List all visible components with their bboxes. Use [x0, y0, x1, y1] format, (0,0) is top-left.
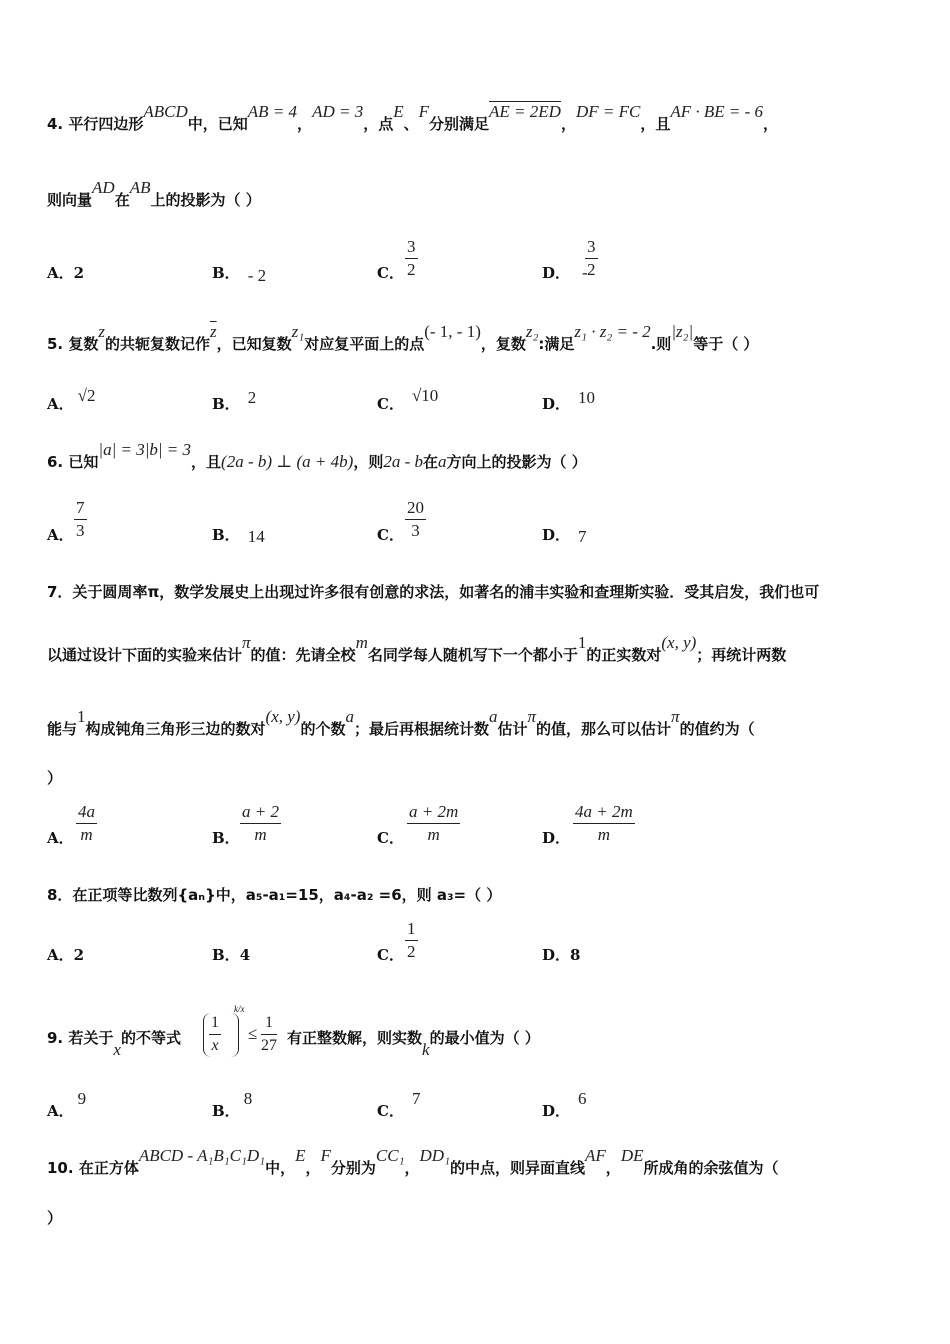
text-segment: 8 — [570, 946, 581, 964]
text-segment: 4a + 2m — [573, 801, 635, 824]
math-expr: E — [393, 102, 404, 121]
text-segment: D． — [542, 946, 571, 964]
text-segment: ，复数 — [480, 335, 526, 353]
text-segment: k — [422, 1040, 430, 1059]
text-segment: B． — [212, 946, 240, 964]
text-segment: m — [427, 825, 440, 844]
text-segment: m — [80, 825, 93, 844]
text-segment: 的正实数对 — [586, 646, 662, 664]
option-a-fraction — [74, 497, 87, 542]
text-segment: C． — [377, 395, 404, 413]
text-segment: a — [488, 707, 498, 726]
math-expr: AD = 3 — [312, 102, 364, 121]
text-segment: 分别为 — [330, 1159, 376, 1177]
text-segment: 9 — [77, 1089, 87, 1108]
text-segment: 2 — [73, 946, 85, 964]
text-segment: 分别满足 — [429, 115, 490, 133]
text-segment: 的最小值为（ ） — [429, 1029, 540, 1047]
question-8-line-1: 8．在正项等比数列{aₙ}中，a₅-a₁=15，a₄-a₂ =6，则 a₃=（ ） — [47, 886, 502, 904]
option-b — [212, 524, 265, 545]
text-segment: 3 — [405, 236, 418, 259]
text-segment: (- 1, - 1) — [424, 322, 481, 341]
text-segment: m — [597, 825, 611, 844]
text-segment: ， — [605, 1159, 621, 1177]
math-expr: DF = FC — [575, 102, 641, 121]
text-segment: 1 — [405, 918, 418, 941]
option-c-fraction — [405, 236, 418, 281]
text-segment: ，且 — [191, 453, 222, 471]
text-segment: 已知 — [68, 453, 99, 471]
text-segment: 2 — [73, 264, 85, 282]
text-segment: 中， — [265, 1159, 296, 1177]
text-segment: 名同学每人随机写下一个都小于 — [367, 646, 578, 664]
text-segment: (2a - b) ⊥ (a + 4b) — [221, 452, 354, 471]
question-number: 4. — [47, 115, 64, 133]
text-segment: 则向量 — [47, 191, 93, 209]
option-c-fraction — [407, 801, 460, 846]
text-segment: π — [671, 707, 680, 726]
text-segment: 6. — [47, 453, 64, 471]
text-segment: |a| = 3|b| = 3 — [98, 440, 192, 459]
text-segment: ，则 — [353, 453, 384, 471]
math-expr: F — [418, 102, 430, 121]
inequality-relation: ≤ — [248, 1024, 258, 1043]
text-segment: 27 — [261, 1037, 277, 1054]
text-segment: :满足 — [538, 335, 575, 353]
text-segment: 在 — [114, 191, 130, 209]
text-segment: 5. — [47, 335, 64, 353]
text-segment: 10. — [47, 1159, 74, 1177]
text-segment: 2a - b — [383, 452, 423, 471]
option-b — [212, 388, 257, 414]
text-segment: A． — [47, 1102, 74, 1120]
inequality-exponent: k/x — [234, 1004, 245, 1014]
option-a — [47, 386, 96, 414]
question-6-line-1 — [47, 440, 587, 472]
text-segment: 在正方体 — [78, 1159, 139, 1177]
text-segment: √2 — [77, 386, 96, 405]
option-d — [542, 262, 588, 283]
option-c — [377, 524, 404, 545]
option-d-fraction — [585, 236, 598, 281]
text-segment: 3 — [585, 236, 598, 259]
option-d-fraction — [573, 801, 635, 846]
text-segment: 9. — [47, 1029, 64, 1047]
text-segment: |z₂| — [671, 322, 694, 341]
text-segment: ， — [763, 115, 779, 133]
text-segment: 1 — [261, 1012, 277, 1035]
text-segment: 4a — [76, 801, 97, 824]
text-segment: 2 — [247, 388, 257, 407]
text-segment: 2 — [407, 942, 416, 961]
option-b — [212, 827, 240, 848]
text-segment: x — [113, 1040, 121, 1059]
text-segment: D． — [542, 829, 571, 847]
text-segment: a — [438, 452, 447, 471]
text-segment: .则 — [650, 335, 672, 353]
text-segment: D． — [542, 395, 571, 413]
text-segment: F — [320, 1146, 331, 1165]
option-c — [377, 386, 439, 414]
text-segment: 在 — [423, 453, 439, 471]
text-segment: 平行四边形 — [68, 115, 144, 133]
option-a — [47, 524, 74, 545]
option-a — [47, 262, 84, 283]
text-segment: a + 2 — [240, 801, 281, 824]
text-segment: 10 — [578, 388, 596, 407]
math-expr: AF · BE = - 6 — [670, 102, 763, 121]
text-segment: x — [211, 1037, 219, 1054]
text-segment: 有正整数解，则实数 — [287, 1029, 423, 1047]
option-c — [377, 1089, 421, 1121]
question-9-line-1b — [287, 1028, 540, 1059]
text-segment: C． — [377, 526, 404, 544]
option-d — [542, 388, 596, 414]
text-segment: 1 — [209, 1012, 221, 1035]
option-b-fraction — [240, 801, 281, 846]
text-segment: DD₁ — [419, 1146, 450, 1165]
text-segment: $\overline{z}$ — [210, 322, 217, 341]
text-segment: AF — [585, 1146, 606, 1165]
text-segment: 6 — [578, 1089, 587, 1108]
text-segment: DE — [620, 1146, 644, 1165]
text-segment: C． — [377, 829, 404, 847]
text-segment: 14 — [247, 527, 265, 546]
text-segment: ， — [305, 1159, 321, 1177]
text-segment: (x, y) — [265, 707, 301, 726]
math-expr: AD — [92, 178, 115, 197]
inequality-rhs-fraction — [261, 1012, 277, 1057]
inequality-base-fraction — [209, 1012, 221, 1057]
option-a — [47, 827, 74, 848]
text-segment: D． — [542, 264, 571, 282]
text-segment: 能与 — [47, 720, 78, 738]
text-segment: 8 — [243, 1089, 253, 1108]
vector-expr: AE = 2ED — [489, 102, 561, 121]
option-b — [212, 944, 250, 965]
text-segment: C． — [377, 264, 404, 282]
text-segment: A． — [47, 395, 74, 413]
text-segment: 7 — [74, 497, 87, 520]
text-segment: 以通过设计下面的实验来估计 — [47, 646, 243, 664]
text-segment: ， — [560, 115, 576, 133]
text-segment: 7 — [411, 1089, 421, 1108]
text-segment: - — [582, 263, 588, 282]
text-segment: 对应复平面上的点 — [304, 335, 425, 353]
question-7-line-4: ） — [47, 769, 63, 787]
text-segment: 20 — [405, 497, 426, 520]
text-segment: A． — [47, 526, 74, 544]
math-expr: ABCD — [143, 102, 188, 121]
text-segment: ， — [404, 1159, 420, 1177]
text-segment: 的共轭复数记作 — [105, 335, 211, 353]
text-segment: a — [345, 707, 354, 726]
text-segment: D． — [542, 526, 571, 544]
question-7-line-1: 7．关于圆周率π，数学发展史上出现过许多很有创意的求法，如著名的浦丰实验和查理斯实验．受其启发，我们也可 — [47, 583, 820, 601]
text-segment: 等于（ ） — [693, 335, 759, 353]
text-segment: D． — [542, 1102, 571, 1120]
option-a — [47, 1089, 87, 1121]
text-segment: z₂ — [525, 322, 539, 341]
text-segment: 复数 — [68, 335, 99, 353]
text-segment: 3 — [76, 521, 85, 540]
text-segment: A． — [47, 829, 74, 847]
math-expr: AB = 4 — [247, 102, 298, 121]
question-7-line-3 — [47, 707, 755, 739]
option-a — [47, 944, 84, 965]
text-segment: 若关于 — [68, 1029, 114, 1047]
text-segment: z₁ — [291, 322, 305, 341]
text-segment: 4 — [239, 946, 251, 964]
question-5-line-1 — [47, 322, 759, 354]
text-segment: B． — [212, 395, 240, 413]
text-segment: 的中点，则异面直线 — [450, 1159, 586, 1177]
text-segment: 的不等式 — [120, 1029, 181, 1047]
option-c — [377, 944, 404, 965]
text-segment: √10 — [411, 386, 439, 405]
text-segment: ， — [297, 115, 313, 133]
text-segment: 上的投影为（ ） — [150, 191, 261, 209]
text-segment: 1 — [77, 707, 86, 726]
option-d — [542, 524, 587, 545]
option-b — [212, 1089, 253, 1121]
text-segment: A． — [47, 264, 74, 282]
text-segment: ；再统计两数 — [696, 646, 787, 664]
text-segment: 估计 — [497, 720, 528, 738]
text-segment: m — [355, 633, 368, 652]
math-expr: AB — [129, 178, 151, 197]
text-segment: CC₁ — [375, 1146, 405, 1165]
text-segment: 方向上的投影为（ ） — [446, 453, 587, 471]
text-segment: 的个数 — [300, 720, 346, 738]
text-segment: 的值，那么可以估计 — [536, 720, 672, 738]
text-segment: ABCD - A₁B₁C₁D₁ — [138, 1146, 266, 1165]
text-segment: C． — [377, 946, 404, 964]
option-d — [542, 827, 570, 848]
option-c-fraction — [405, 918, 418, 963]
option-c — [377, 827, 404, 848]
text-segment: E — [295, 1146, 306, 1165]
option-d — [542, 1089, 587, 1121]
question-10-line-2: ） — [47, 1209, 63, 1227]
question-4-line-2 — [47, 178, 261, 210]
text-segment: 3 — [411, 521, 420, 540]
text-segment: 2 — [587, 260, 596, 279]
text-segment: ，已知复数 — [216, 335, 292, 353]
text-segment: C． — [377, 1102, 404, 1120]
option-a-fraction — [76, 801, 97, 846]
text-segment: z₁ · z₂ = - 2 — [574, 322, 651, 341]
text-segment: A． — [47, 946, 74, 964]
text-segment: ；最后再根据统计数 — [353, 720, 489, 738]
text-segment: 2 — [407, 260, 416, 279]
text-segment: 所成角的余弦值为（ — [643, 1159, 779, 1177]
text-segment: B． — [212, 526, 240, 544]
text-segment: π — [242, 633, 251, 652]
text-segment: (x, y) — [661, 633, 697, 652]
text-segment: 1 — [577, 633, 587, 652]
text-segment: 的值约为（ — [679, 720, 755, 738]
question-7-line-2 — [47, 633, 787, 665]
text-segment: m — [254, 825, 267, 844]
text-segment: 的值：先请全校 — [250, 646, 356, 664]
question-10-line-1 — [47, 1146, 779, 1178]
question-4-line-1 — [47, 102, 779, 134]
text-segment: π — [527, 707, 537, 726]
option-c-fraction — [405, 497, 426, 542]
question-9-line-1 — [47, 1028, 181, 1059]
option-d — [542, 944, 580, 965]
text-segment: ，且 — [640, 115, 671, 133]
text-segment: B． — [212, 1102, 240, 1120]
option-c — [377, 262, 404, 283]
text-segment: z — [98, 322, 106, 341]
text-segment: 构成钝角三角形三边的数对 — [85, 720, 266, 738]
text-segment: a + 2m — [407, 801, 460, 824]
option-b — [212, 262, 266, 283]
text-segment: 中，已知 — [187, 115, 248, 133]
text-segment: - 2 — [247, 266, 267, 285]
text-segment: 7 — [578, 527, 587, 546]
text-segment: ，点 — [363, 115, 394, 133]
text-segment: 、 — [403, 115, 419, 133]
text-segment: B． — [212, 829, 240, 847]
text-segment: B． — [212, 264, 240, 282]
